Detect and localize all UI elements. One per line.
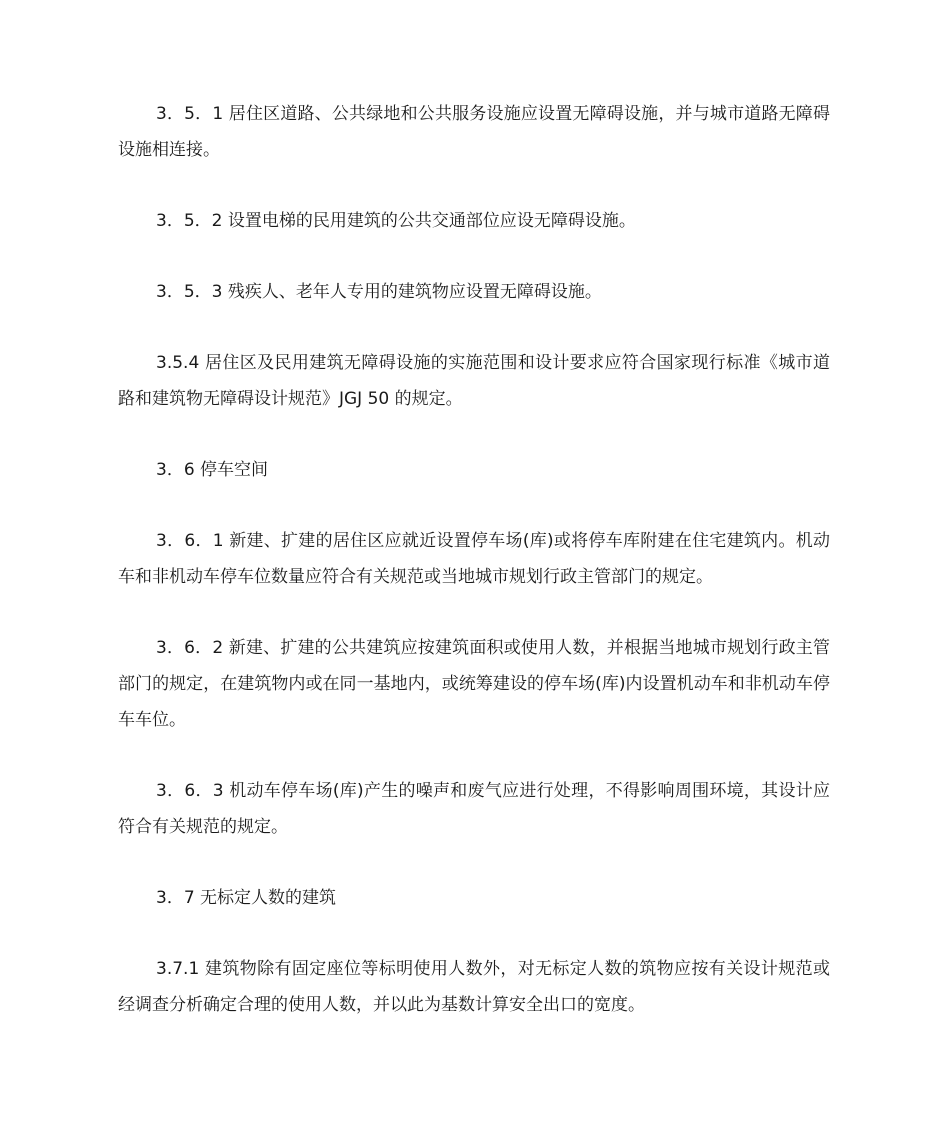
clause-3-6-2: 3．6．2 新建、扩建的公共建筑应按建筑面积或使用人数，并根据当地城市规划行政主管部门的规定，在建筑物内或在同一基地内，或统筹建设的停车场(库)内设置机动车和非机动车停车车位。 <box>118 638 830 730</box>
clause-3-5-4: 3.5.4 居住区及民用建筑无障碍设施的实施范围和设计要求应符合国家现行标准《城市道路和建筑物无障碍设计规范》JGJ 50 的规定。 <box>118 353 830 409</box>
section-heading-3-7: 3．7 无标定人数的建筑 <box>156 888 337 908</box>
document-body <box>118 96 830 1058</box>
clause-3-6-1: 3．6．1 新建、扩建的居住区应就近设置停车场(库)或将停车库附建在住宅建筑内。机动车和非机动车停车位数量应符合有关规范或当地城市规划行政主管部门的规定。 <box>118 531 830 587</box>
clause-3-5-1: 3．5．1 居住区道路、公共绿地和公共服务设施应设置无障碍设施，并与城市道路无障碍设施相连接。 <box>118 104 830 160</box>
clause-3-6-3: 3．6．3 机动车停车场(库)产生的噪声和废气应进行处理，不得影响周围环境，其设计应符合有关规范的规定。 <box>118 781 830 837</box>
section-heading-3-6: 3．6 停车空间 <box>156 460 269 480</box>
clause-3-7-1: 3.7.1 建筑物除有固定座位等标明使用人数外，对无标定人数的筑物应按有关设计规范或经调查分析确定合理的使用人数，并以此为基数计算安全出口的宽度。 <box>118 959 830 1015</box>
clause-3-5-3: 3．5．3 残疾人、老年人专用的建筑物应设置无障碍设施。 <box>156 282 602 302</box>
clause-3-5-2: 3．5．2 设置电梯的民用建筑的公共交通部位应设无障碍设施。 <box>156 211 636 231</box>
